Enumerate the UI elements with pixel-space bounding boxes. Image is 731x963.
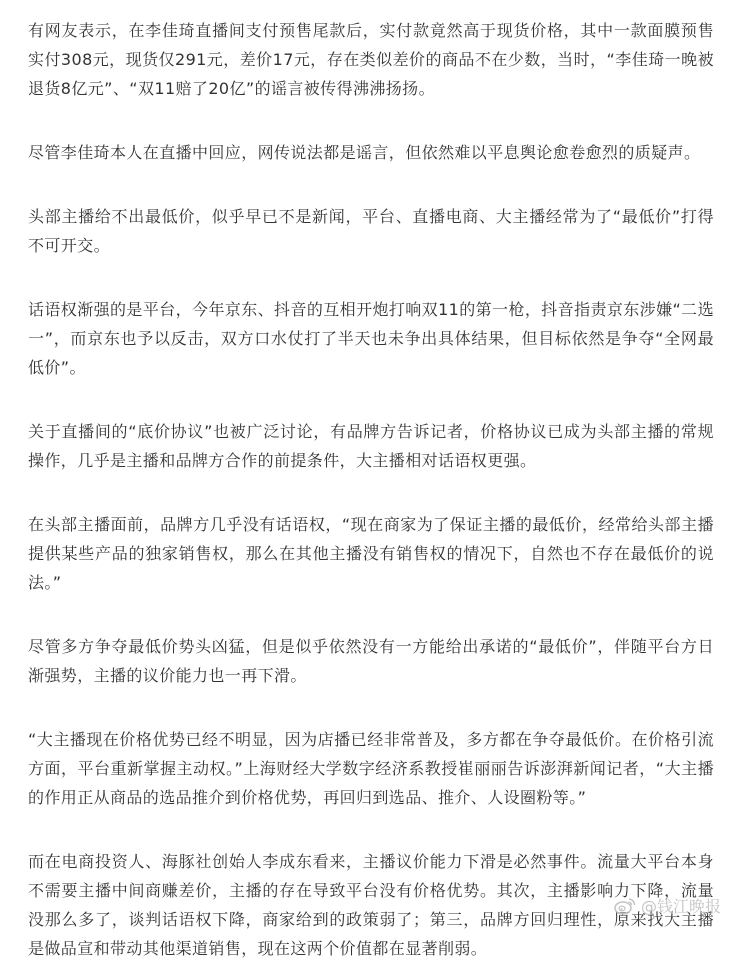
article-paragraph-3: 头部主播给不出最低价，似乎早已不是新闻，平台、直播电商、大主播经常为了“最低价”打得不可开交。 bbox=[28, 207, 714, 255]
article-paragraph-5: 关于直播间的“底价协议”也被广泛讨论，有品牌方告诉记者，价格协议已成为头部主播的常规操作，几乎是主播和品牌方合作的前提条件，大主播相对话语权更强。 bbox=[28, 422, 714, 470]
article-paragraph-1: 有网友表示，在李佳琦直播间支付预售尾款后，实付款竟然高于现货价格，其中一款面膜预售实付308元，现货仅291元，差价17元，存在类似差价的商品不在少数，当时，“李佳琦一晚被退货8亿元”、“双11赔了20亿”的谣言被传得沸沸扬扬。 bbox=[28, 21, 714, 98]
article-paragraph-7: 尽管多方争夺最低价势头凶猛，但是似乎依然没有一方能给出承诺的“最低价”，伴随平台方日渐强势，主播的议价能力也一再下滑。 bbox=[28, 637, 714, 685]
article-paragraph-4: 话语权渐强的是平台，今年京东、抖音的互相开炮打响双11的第一枪，抖音指责京东涉嫌“二选一”，而京东也予以反击，双方口水仗打了半天也未争出具体结果，但目标依然是争夺“全网最低价”。 bbox=[28, 300, 714, 377]
article-paragraph-2: 尽管李佳琦本人在直播中回应，网传说法都是谣言，但依然难以平息舆论愈卷愈烈的质疑声。 bbox=[28, 143, 701, 162]
article-paragraph-8: “大主播现在价格优势已经不明显，因为店播已经非常普及，多方都在争夺最低价。在价格引流方面，平台重新掌握主动权。”上海财经大学数字经济系教授崔丽丽告诉澎湃新闻记者，“大主播的作用正从商品的选品推介到价格优势，再回归到选品、推介、人设圈粉等。” bbox=[28, 730, 714, 807]
source-watermark bbox=[614, 894, 721, 917]
weibo-icon bbox=[614, 897, 636, 915]
article-paragraph-6: 在头部主播面前，品牌方几乎没有话语权，“现在商家为了保证主播的最低价，经常给头部主播提供某些产品的独家销售权，那么在其他主播没有销售权的情况下，自然也不存在最低价的说法。” bbox=[28, 515, 714, 592]
article-body bbox=[28, 16, 714, 963]
watermark-text: @钱江晚报 bbox=[640, 897, 721, 916]
article-paragraph-9: 而在电商投资人、海豚社创始人李成东看来，主播议价能力下滑是必然事件。流量大平台本身不需要主播中间商赚差价，主播的存在导致平台没有价格优势。其次，主播影响力下降，流量没那么多了，谈判话语权下降，商家给到的政策弱了；第三，品牌方回归理性，原来找大主播是做品宣和带动其他渠道销售，现在这两个价值都在显著削弱。 bbox=[28, 852, 714, 958]
